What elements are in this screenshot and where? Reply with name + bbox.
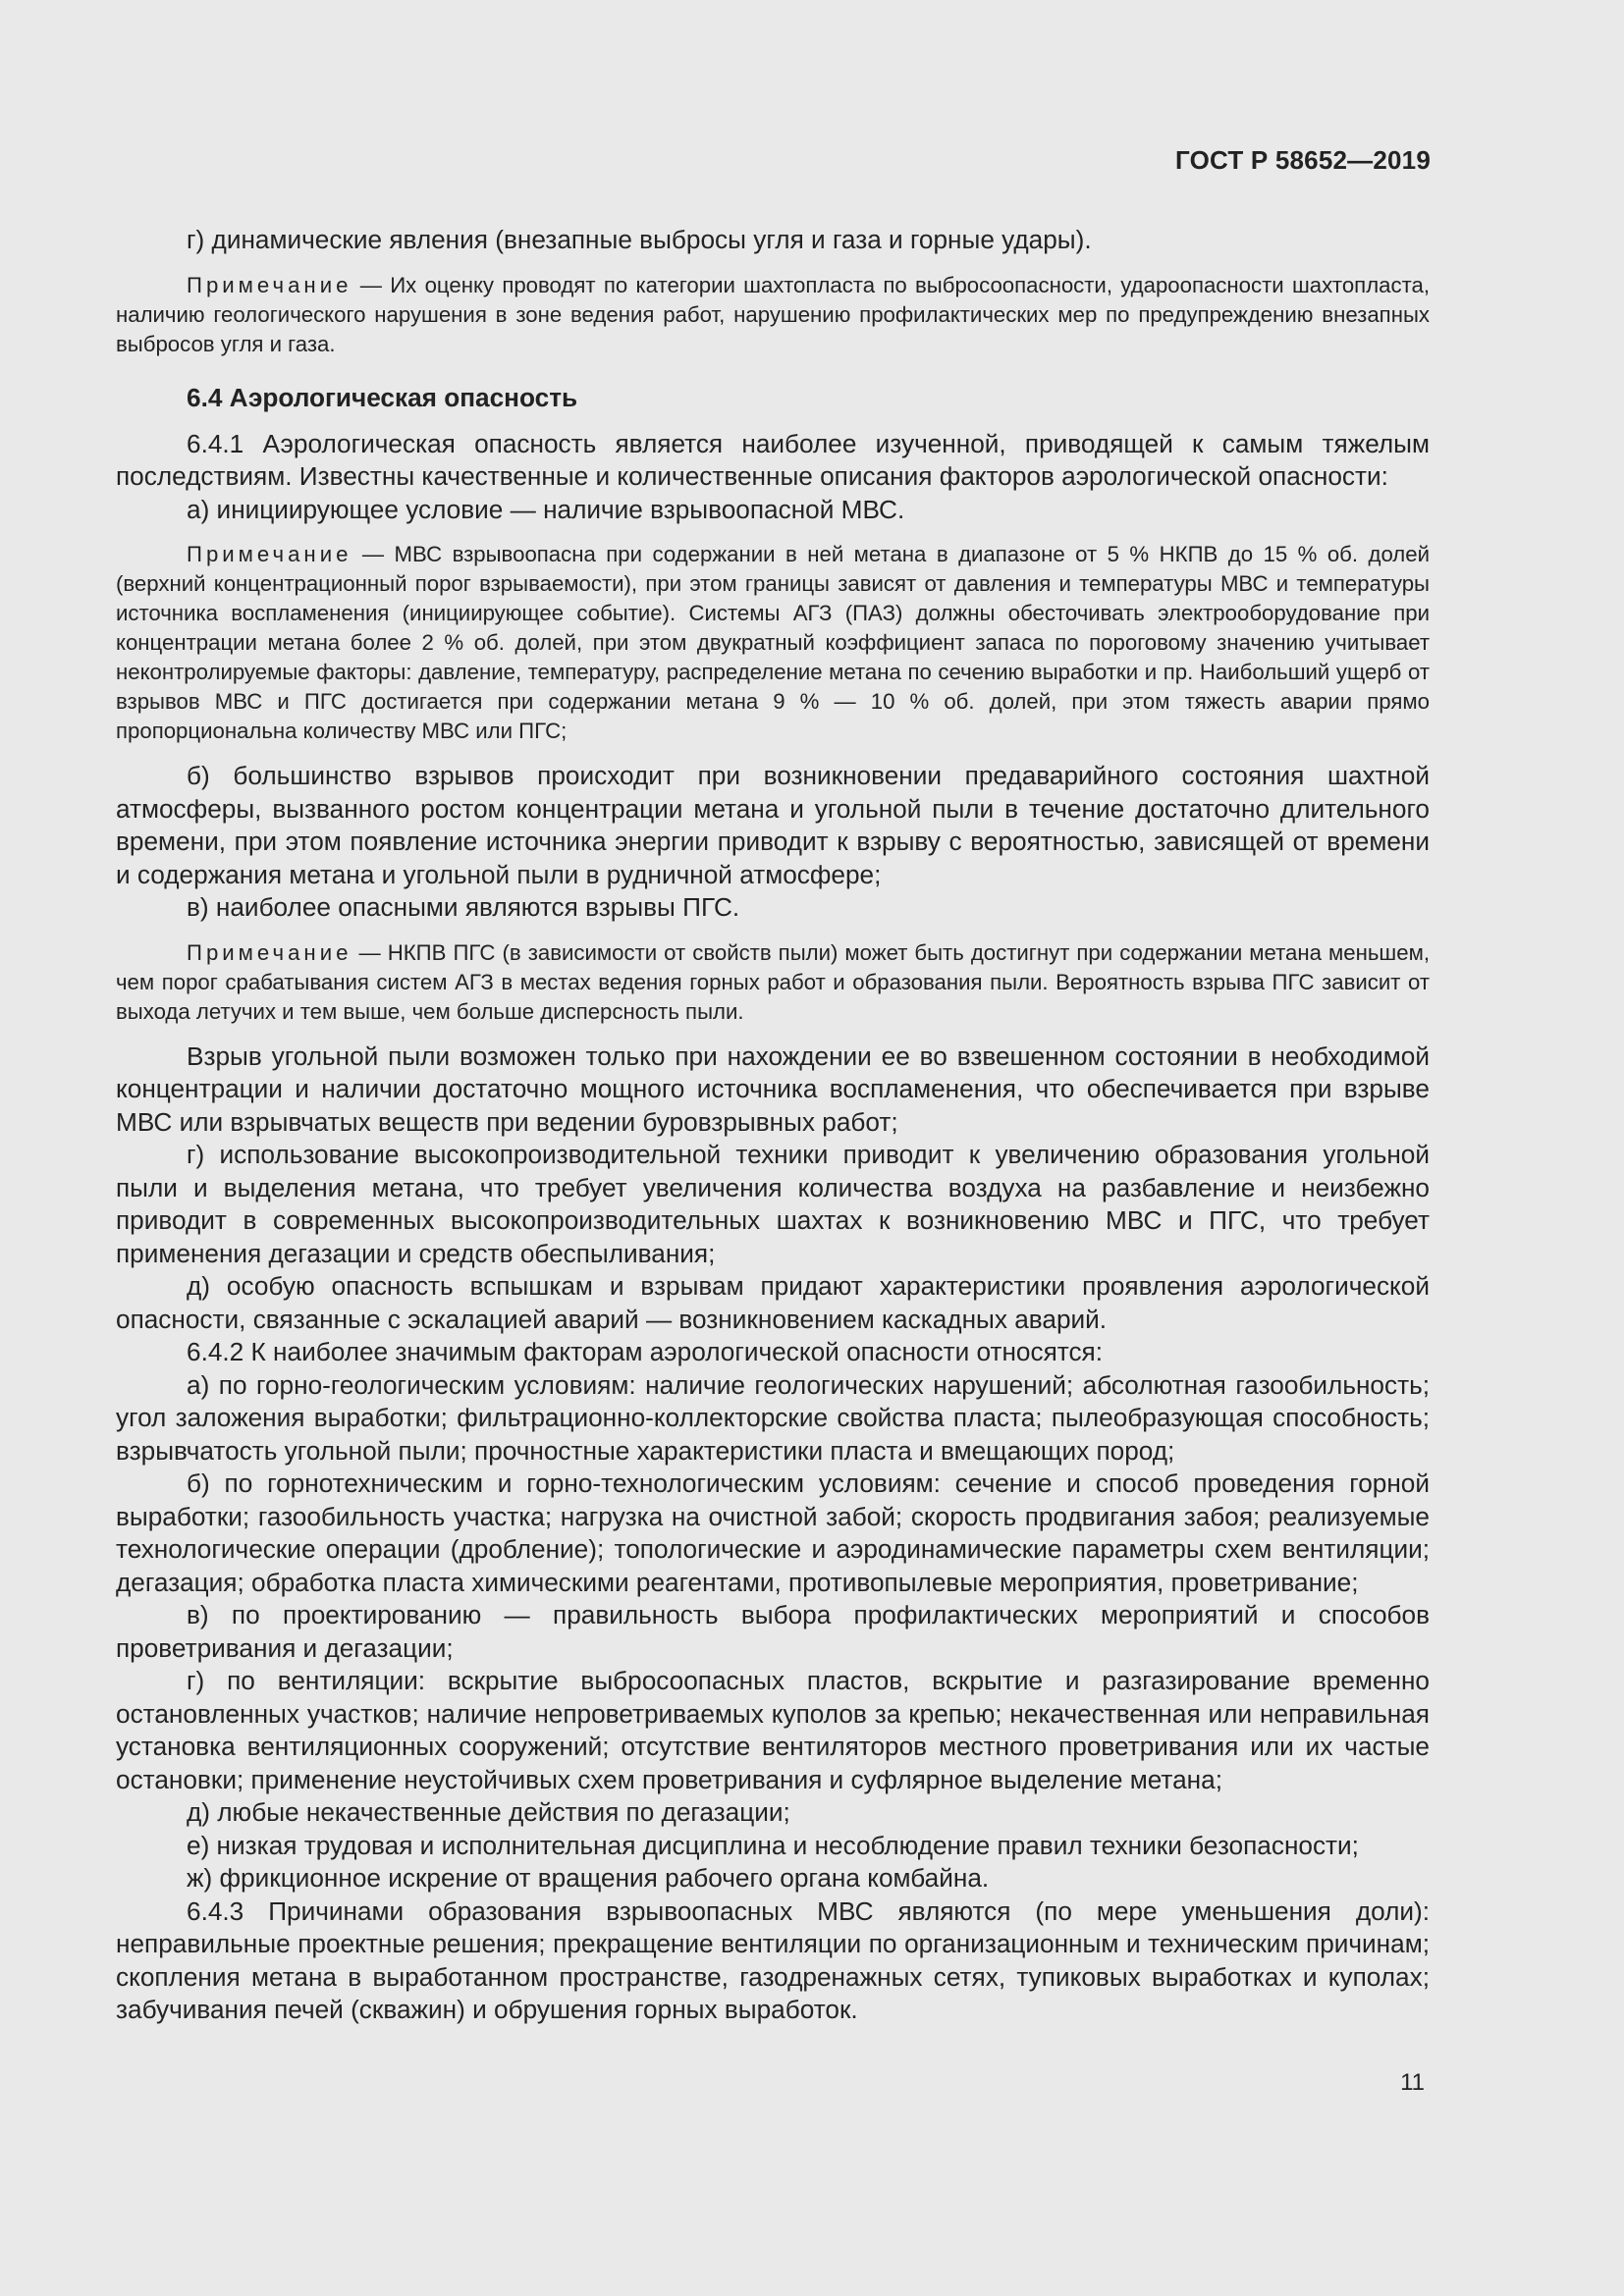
- note-text: — НКПВ ПГС (в зависимости от свойств пыли) может быть достигнут при содержании метана меньшем, чем порог срабатывания систем АГЗ в местах ведения горных работ и образования пыли. Вероятность взрыва ПГС зависит от выхода летучих и тем выше, чем больше дисперсность пыли.: [116, 939, 1430, 1024]
- note-paragraph: [116, 938, 1430, 1027]
- body-paragraph: ж) фрикционное искрение от вращения рабочего органа комбайна.: [187, 1863, 990, 1893]
- document-header: ГОСТ Р 58652—2019: [1175, 145, 1431, 175]
- document-body: [116, 224, 1430, 2027]
- section-heading: 6.4 Аэрологическая опасность: [187, 382, 578, 412]
- body-paragraph: б) большинство взрывов происходит при возникновении предаварийного состояния шахтной атмосферы, вызванного ростом концентрации метана и угольной пыли в течение достаточно длительного времени, при этом появление источника энергии приводит к взрыву с вероятностью, зависящей от времени и содержания метана и угольной пыли в рудничной атмосфере;: [116, 761, 1430, 889]
- note-paragraph: [116, 540, 1430, 746]
- body-paragraph: г) использование высокопроизводительной техники приводит к увеличению образования угольной пыли и выделения метана, что требует увеличения количества воздуха на разбавление и неизбежно приводит в современных высокопроизводительных шахтах к возникновению МВС и ПГС, что требует применения дегазации и средств обеспыливания;: [116, 1140, 1430, 1268]
- body-paragraph: е) низкая трудовая и исполнительная дисциплина и несоблюдение правил техники безопасности;: [187, 1830, 1359, 1860]
- page-number: 11: [1400, 2069, 1425, 2096]
- body-paragraph: д) любые некачественные действия по дегазации;: [187, 1797, 790, 1827]
- note-label: Примечание: [187, 542, 352, 566]
- body-paragraph: 6.4.3 Причинами образования взрывоопасных МВС являются (по мере уменьшения доли): неправильные проектные решения; прекращение вентиляции по организационным и техническим причинам; скопления метана в выработанном пространстве, газодренажных сетях, тупиковых выработках и куполах; забучивания печей (скважин) и обрушения горных выработок.: [116, 1896, 1430, 2024]
- note-paragraph: [116, 271, 1430, 359]
- body-paragraph: а) по горно-геологическим условиям: наличие геологических нарушений; абсолютная газообильность; угол заложения выработки; фильтрационно-коллекторские свойства пласта; пылеобразующая способность; взрывчатость угольной пыли; прочностные характеристики пласта и вмещающих пород;: [116, 1369, 1430, 1466]
- note-text: — Их оценку проводят по категории шахтопласта по выбросоопасности, удароопасности шахтопласта, наличию геологического нарушения в зоне ведения работ, нарушению профилактических мер по предупреждению внезапных выбросов угля и газа.: [116, 272, 1430, 356]
- body-paragraph: 6.4.1 Аэрологическая опасность является наиболее изученной, приводящей к самым тяжелым последствиям. Известны качественные и количественные описания факторов аэрологической опасности:: [116, 428, 1430, 491]
- body-paragraph: 6.4.2 К наиболее значимым факторам аэрологической опасности относятся:: [187, 1337, 1104, 1366]
- body-paragraph: Взрыв угольной пыли возможен только при нахождении ее во взвешенном состоянии в необходимой концентрации и наличии достаточно мощного источника воспламенения, что обеспечивается при взрыве МВС или взрывчатых веществ при ведении буровзрывных работ;: [116, 1041, 1430, 1137]
- note-label: Примечание: [187, 939, 352, 965]
- note-label: Примечание: [187, 272, 352, 297]
- body-paragraph: в) по проектированию — правильность выбора профилактических мероприятий и способов проветривания и дегазации;: [116, 1600, 1430, 1663]
- body-paragraph: г) по вентиляции: вскрытие выбросоопасных пластов, вскрытие и разгазирование временно остановленных участков; наличие непроветриваемых куполов за крепью; некачественная или неправильная установка вентиляционных сооружений; отсутствие вентиляторов местного проветривания или их частые остановки; применение неустойчивых схем проветривания и суфлярное выделение метана;: [116, 1666, 1430, 1794]
- body-paragraph: г) динамические явления (внезапные выбросы угля и газа и горные удары).: [187, 225, 1092, 254]
- body-paragraph: в) наиболее опасными являются взрывы ПГС.: [187, 892, 740, 922]
- note-text: — МВС взрывоопасна при содержании в ней метана в диапазоне от 5 % НКПВ до 15 % об. долей (верхний концентрационный порог взрываемости), при этом границы зависят от давления и температуры МВС и температуры источника воспламенения (инициирующее событие). Системы АГЗ (ПАЗ) должны обесточивать электрооборудование при концентрации метана более 2 % об. долей, при этом двукратный коэффициент запаса по пороговому значению учитывает неконтролируемые факторы: давление, температуру, распределение метана по сечению выработки и пр. Наибольший ущерб от взрывов МВС и ПГС достигается при содержании метана 9 % — 10 % об. долей, при этом тяжесть аварии прямо пропорциональна количеству МВС или ПГС;: [116, 542, 1430, 743]
- body-paragraph: а) инициирующее условие — наличие взрывоопасной МВС.: [187, 494, 905, 524]
- body-paragraph: б) по горнотехническим и горно-технологическим условиям: сечение и способ проведения горной выработки; газообильность участка; нагрузка на очистной забой; скорость продвигания забоя; реализуемые технологические операции (дробление); топологические и аэродинамические параметры схем вентиляции; дегазация; обработка пласта химическими реагентами, противопылевые мероприятия, проветривание;: [116, 1468, 1430, 1597]
- body-paragraph: д) особую опасность вспышкам и взрывам придают характеристики проявления аэрологической опасности, связанные с эскалацией аварий — возникновением каскадных аварий.: [116, 1271, 1430, 1334]
